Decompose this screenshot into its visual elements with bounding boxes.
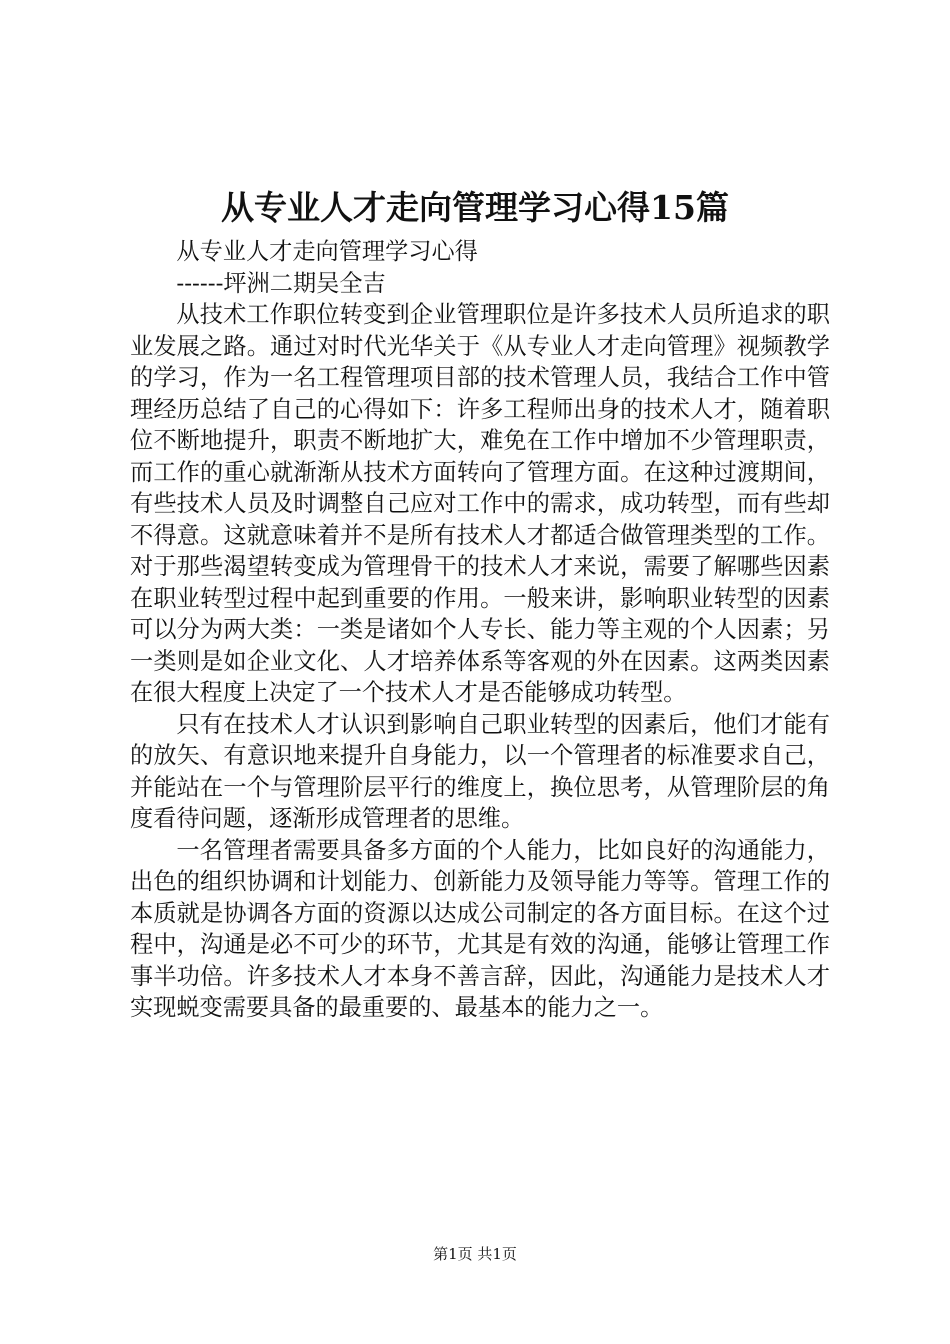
paragraph: 一名管理者需要具备多方面的个人能力，比如良好的沟通能力，出色的组织协调和计划能力、创新能力及领导能力等等。管理工作的本质就是协调各方面的资源以达成公司制定的各方面目标。在这个过程中，沟通是必不可少的环节，尤其是有效的沟通，能够让管理工作事半功倍。许多技术人才本身不善言辞，因此，沟通能力是技术人才实现蜕变需要具备的最重要的、最基本的能力之一。 (130, 836, 830, 1021)
paragraph: 只有在技术人才认识到影响自己职业转型的因素后，他们才能有的放矢、有意识地来提升自身能力，以一个管理者的标准要求自己，并能站在一个与管理阶层平行的维度上，换位思考，从管理阶层的角度看待问题，逐渐形成管理者的思维。 (130, 710, 830, 832)
subtitle: 从专业人才走向管理学习心得 (176, 238, 478, 265)
document-body (130, 236, 830, 1024)
byline: ------坪洲二期吴全吉 (176, 269, 386, 297)
page-number-footer: 第1页 共1页 (433, 1245, 517, 1263)
page-title: 从专业人才走向管理学习心得15篇 (221, 188, 729, 227)
paragraph: 从技术工作职位转变到企业管理职位是许多技术人员所追求的职业发展之路。通过对时代光华关于《从专业人才走向管理》视频教学的学习，作为一名工程管理项目部的技术管理人员，我结合工作中管理经历总结了自己的心得如下：许多工程师出身的技术人才，随着职位不断地提升，职责不断地扩大，难免在工作中增加不少管理职责，而工作的重心就渐渐从技术方面转向了管理方面。在这种过渡期间，有些技术人员及时调整自己应对工作中的需求，成功转型，而有些却不得意。这就意味着并不是所有技术人才都适合做管理类型的工作。对于那些渴望转变成为管理骨干的技术人才来说，需要了解哪些因素在职业转型过程中起到重要的作用。一般来讲，影响职业转型的因素可以分为两大类：一类是诸如个人专长、能力等主观的个人因素；另一类则是如企业文化、人才培养体系等客观的外在因素。这两类因素在很大程度上决定了一个技术人才是否能够成功转型。 (130, 301, 830, 706)
